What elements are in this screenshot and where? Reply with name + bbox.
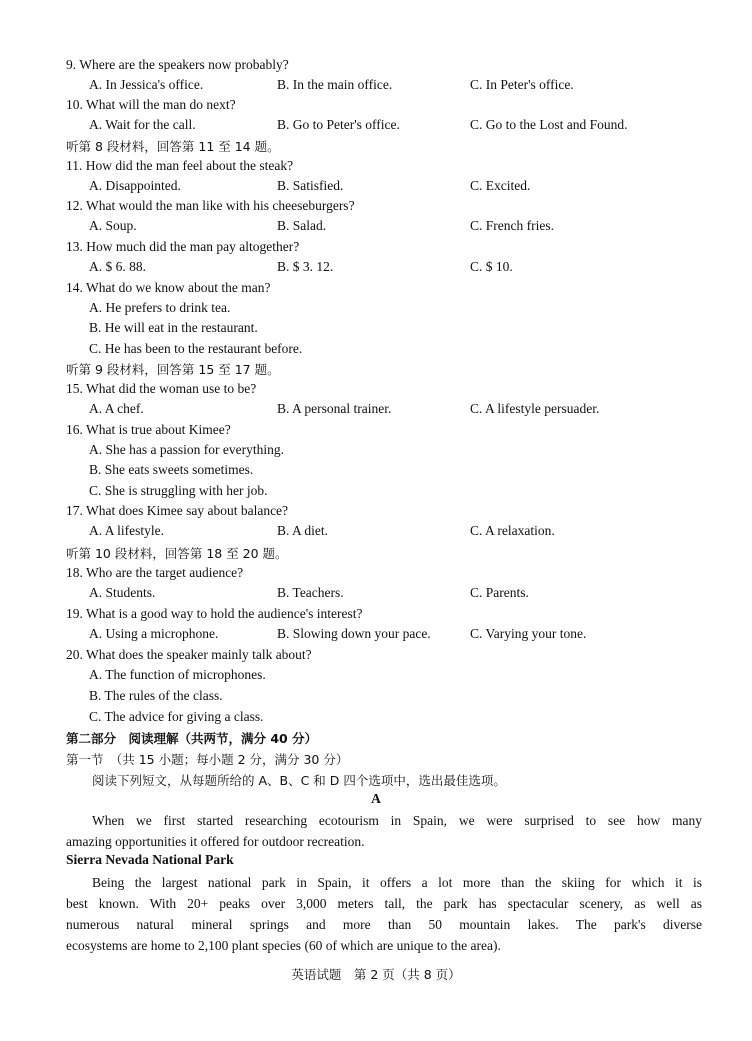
q11-option-a: A. Disappointed. xyxy=(89,178,181,193)
q18-option-c: C. Parents. xyxy=(470,585,529,600)
passage-p2-line1: Being the largest national park in Spain, it offers a lot more than the skiing for which it is xyxy=(92,875,702,890)
q9-option-b: B. In the main office. xyxy=(277,77,393,92)
section-10-heading: 听第 10 段材料，回答第 18 至 20 题。 xyxy=(66,546,288,561)
q20-option-a: A. The function of microphones. xyxy=(89,667,266,682)
q12-option-b: B. Salad. xyxy=(277,218,327,233)
passage-p2-line4: ecosystems are home to 2,100 plant species (60 of which are unique to the area). xyxy=(66,938,501,953)
question-17: 17. What does Kimee say about balance? xyxy=(66,503,289,518)
passage-p2-line3: numerous natural mineral springs and more than 50 mountain lakes. The park's diverse xyxy=(66,917,702,932)
q14-option-a: A. He prefers to drink tea. xyxy=(89,300,231,315)
passage-p2-line2: best known. With 20+ peaks over 3,000 meters tall, the park has spectacular scenery, as well as xyxy=(66,896,702,911)
q10-option-b: B. Go to Peter's office. xyxy=(277,117,400,132)
q15-option-c: C. A lifestyle persuader. xyxy=(470,401,600,416)
q15-option-a: A. A chef. xyxy=(89,401,144,416)
question-18: 18. Who are the target audience? xyxy=(66,565,244,580)
reading-instructions: 阅读下列短文，从每题所给的 A、B、C 和 D 四个选项中，选出最佳选项。 xyxy=(92,773,506,788)
q14-option-b: B. He will eat in the restaurant. xyxy=(89,320,258,335)
q17-option-b: B. A diet. xyxy=(277,523,329,538)
question-10: 10. What will the man do next? xyxy=(66,97,236,112)
q17-option-c: C. A relaxation. xyxy=(470,523,555,538)
section-9-heading: 听第 9 段材料，回答第 15 至 17 题。 xyxy=(66,362,280,377)
q19-option-c: C. Varying your tone. xyxy=(470,626,587,641)
q17-option-a: A. A lifestyle. xyxy=(89,523,164,538)
section-8-heading: 听第 8 段材料，回答第 11 至 14 题。 xyxy=(66,139,280,154)
passage-p1-line2: amazing opportunities it offered for outdoor recreation. xyxy=(66,834,365,849)
passage-p1-line1: When we first started researching ecotourism in Spain, we were surprised to see how many xyxy=(92,813,702,828)
question-19: 19. What is a good way to hold the audience's interest? xyxy=(66,606,363,621)
question-11: 11. How did the man feel about the steak? xyxy=(66,158,294,173)
q13-option-a: A. $ 6. 88. xyxy=(89,259,146,274)
page-footer: 英语试题 第 2 页（共 8 页） xyxy=(291,967,461,982)
q12-option-c: C. French fries. xyxy=(470,218,554,233)
passage-letter: A xyxy=(371,791,381,806)
passage-subheading: Sierra Nevada National Park xyxy=(66,852,234,867)
q13-option-b: B. $ 3. 12. xyxy=(277,259,334,274)
q20-option-b: B. The rules of the class. xyxy=(89,688,223,703)
q16-option-b: B. She eats sweets sometimes. xyxy=(89,462,254,477)
q19-option-b: B. Slowing down your pace. xyxy=(277,626,431,641)
q11-option-b: B. Satisfied. xyxy=(277,178,344,193)
q15-option-b: B. A personal trainer. xyxy=(277,401,392,416)
q9-option-a: A. In Jessica's office. xyxy=(89,77,204,92)
q12-option-a: A. Soup. xyxy=(89,218,137,233)
part-2-heading: 第二部分 阅读理解（共两节，满分 40 分） xyxy=(66,731,318,746)
q16-option-c: C. She is struggling with her job. xyxy=(89,483,268,498)
question-9: 9. Where are the speakers now probably? xyxy=(66,57,289,72)
section-1-heading: 第一节 （共 15 小题；每小题 2 分，满分 30 分） xyxy=(66,752,349,767)
question-12: 12. What would the man like with his cheeseburgers? xyxy=(66,198,355,213)
q19-option-a: A. Using a microphone. xyxy=(89,626,219,641)
question-16: 16. What is true about Kimee? xyxy=(66,422,231,437)
q14-option-c: C. He has been to the restaurant before. xyxy=(89,341,303,356)
question-13: 13. How much did the man pay altogether? xyxy=(66,239,300,254)
q16-option-a: A. She has a passion for everything. xyxy=(89,442,284,457)
q9-option-c: C. In Peter's office. xyxy=(470,77,574,92)
question-20: 20. What does the speaker mainly talk about? xyxy=(66,647,312,662)
q10-option-a: A. Wait for the call. xyxy=(89,117,196,132)
question-15: 15. What did the woman use to be? xyxy=(66,381,257,396)
question-14: 14. What do we know about the man? xyxy=(66,280,271,295)
q10-option-c: C. Go to the Lost and Found. xyxy=(470,117,628,132)
q18-option-b: B. Teachers. xyxy=(277,585,344,600)
q20-option-c: C. The advice for giving a class. xyxy=(89,709,264,724)
q13-option-c: C. $ 10. xyxy=(470,259,513,274)
q18-option-a: A. Students. xyxy=(89,585,156,600)
q11-option-c: C. Excited. xyxy=(470,178,531,193)
